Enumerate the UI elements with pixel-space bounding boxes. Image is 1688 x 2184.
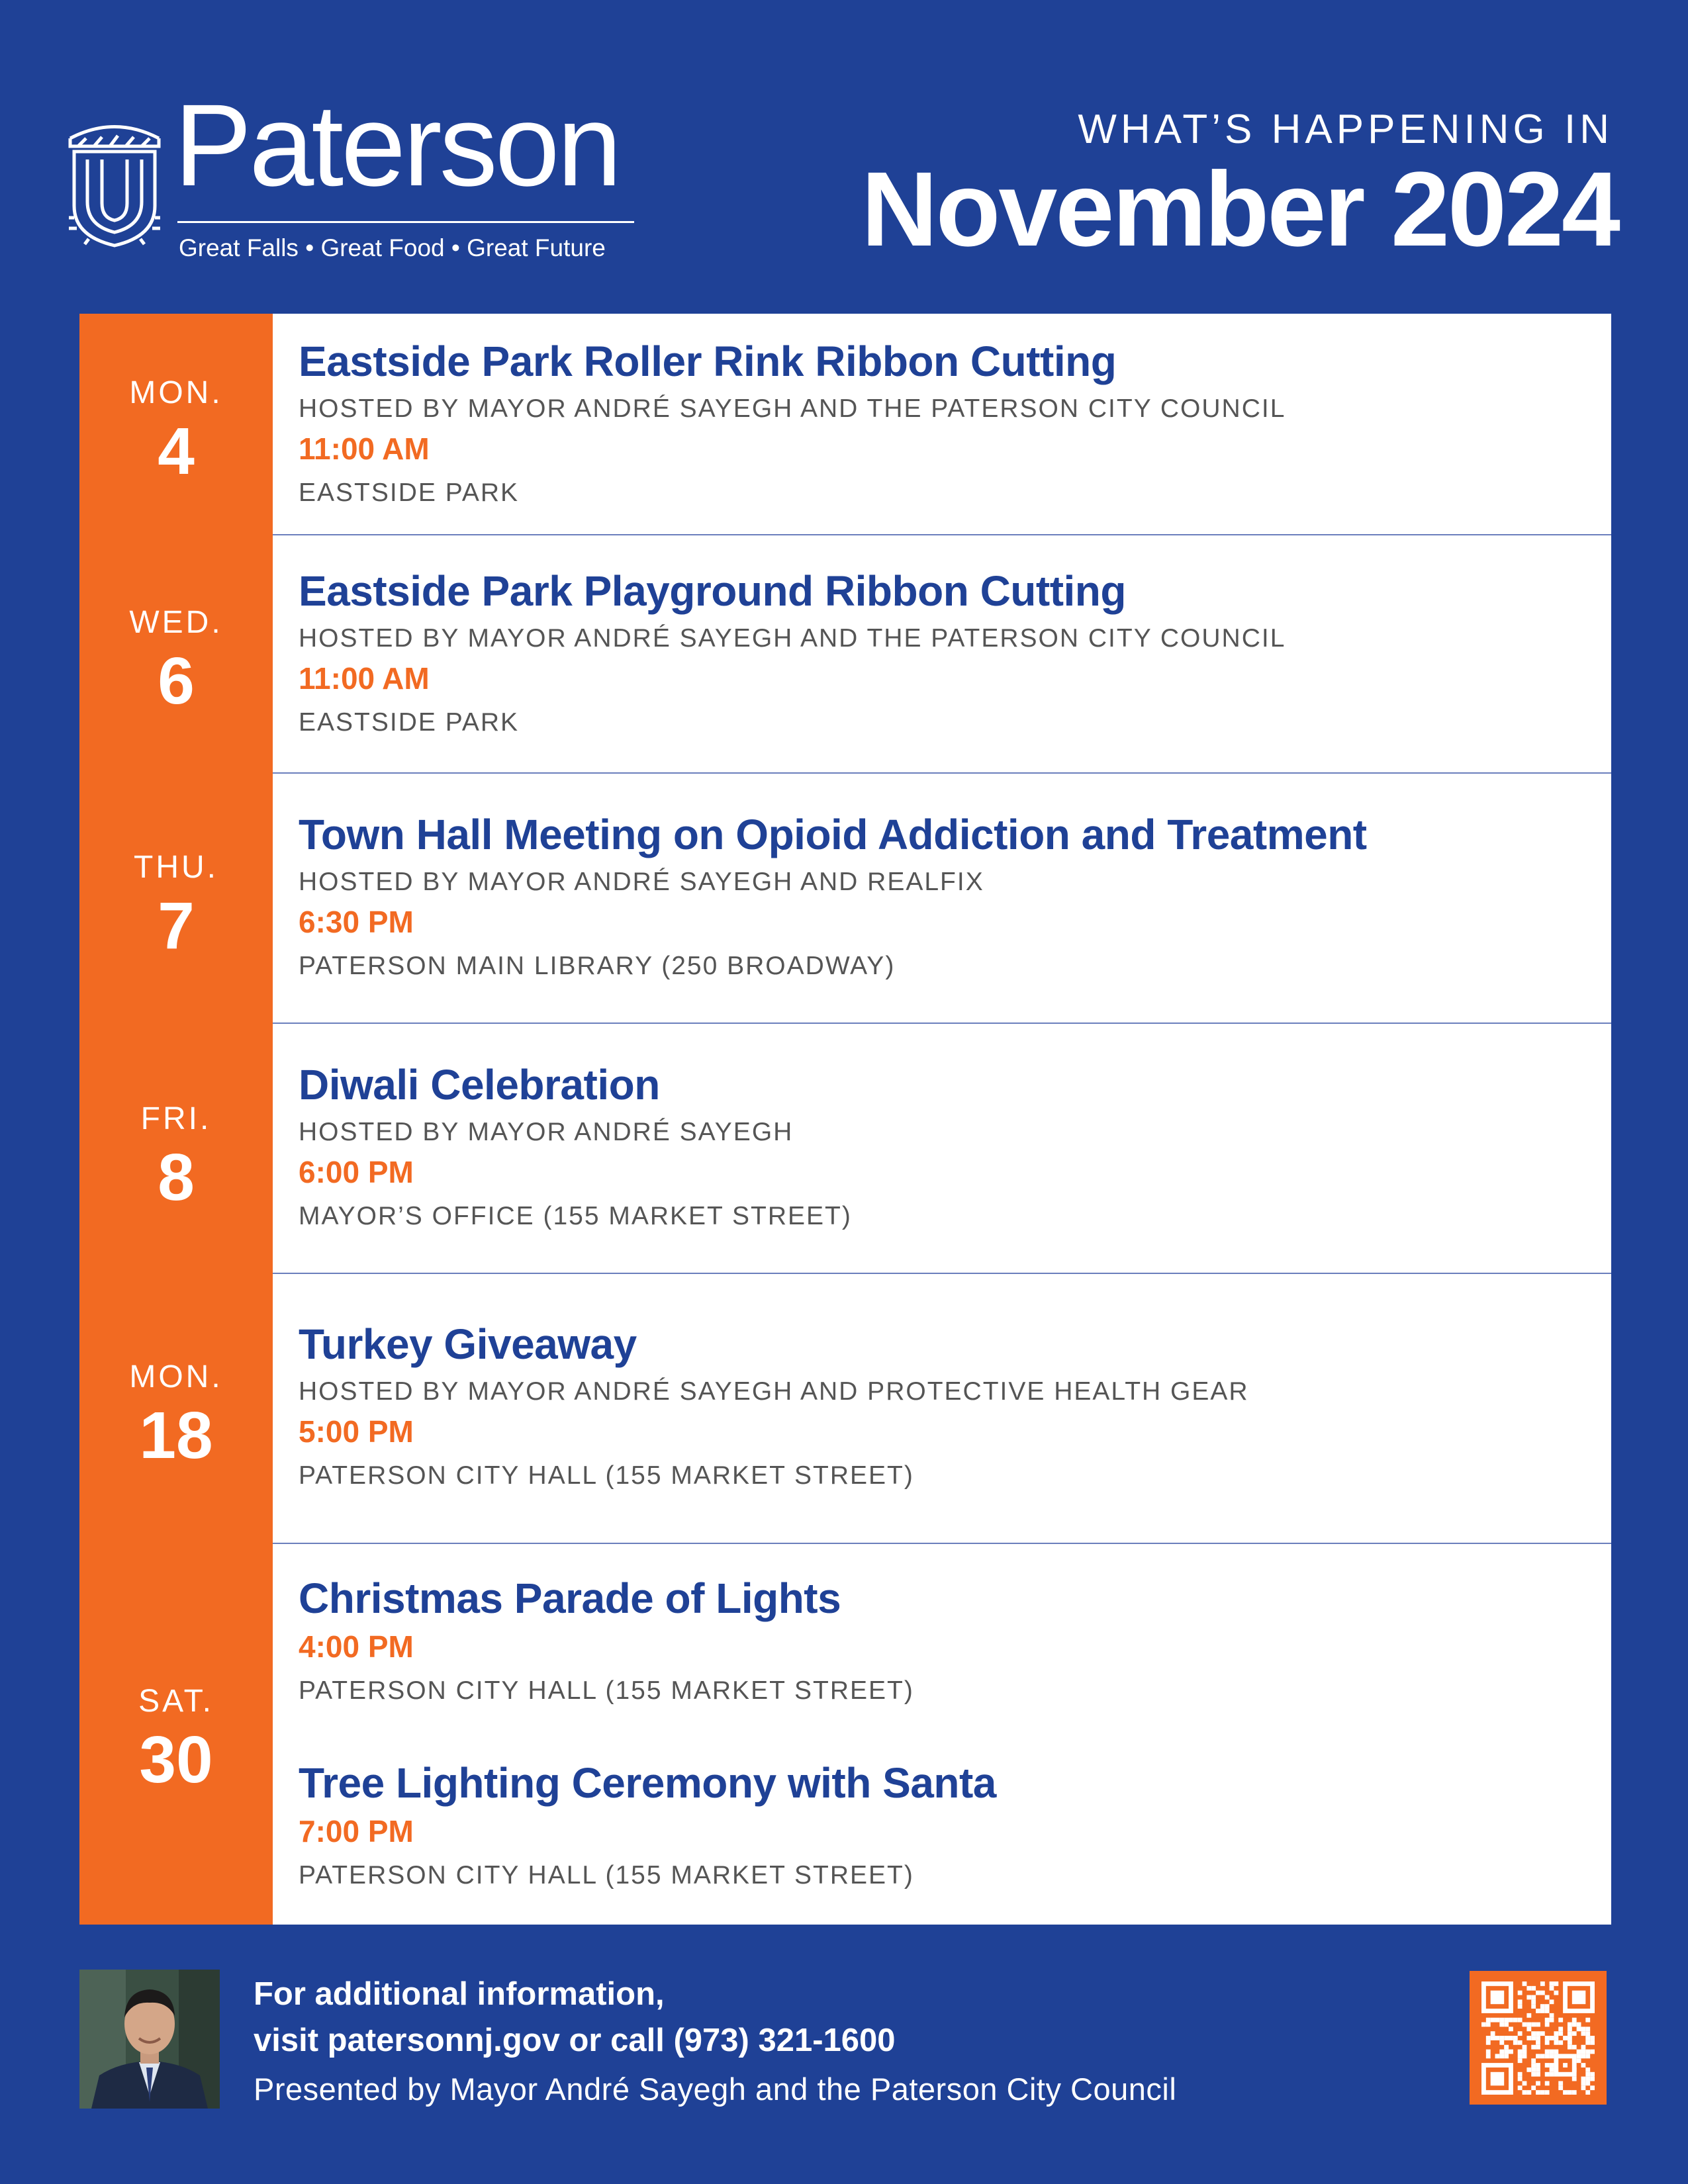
event-time: 6:00 PM <box>299 1155 414 1189</box>
footer-contact: visit patersonnj.gov or call (973) 321-1600 <box>254 2023 896 2058</box>
footer-presented-by: Presented by Mayor André Sayegh and the Paterson City Council <box>254 2071 1177 2107</box>
event-title: Tree Lighting Ceremony with Santa <box>299 1759 996 1807</box>
logo-tagline: Great Falls • Great Food • Great Future <box>179 234 606 261</box>
event-weekday: MON. <box>129 1359 223 1394</box>
event-host: HOSTED BY MAYOR ANDRÉ SAYEGH AND THE PATERSON CITY COUNCIL <box>299 394 1286 423</box>
event-weekday: FRI. <box>140 1101 212 1136</box>
event-time: 7:00 PM <box>299 1814 414 1848</box>
event-day-number: 18 <box>139 1398 213 1473</box>
event-location: PATERSON CITY HALL (155 MARKET STREET) <box>299 1676 914 1705</box>
event-row <box>79 1544 1611 1925</box>
event-title: Turkey Giveaway <box>299 1320 637 1368</box>
event-day-number: 4 <box>158 414 195 488</box>
event-location: PATERSON MAIN LIBRARY (250 BROADWAY) <box>299 952 896 980</box>
event-weekday: SAT. <box>138 1684 214 1719</box>
event-day-number: 6 <box>158 644 195 718</box>
footer-info <box>254 1971 1176 2115</box>
event-title: Town Hall Meeting on Opioid Addiction and Treatment <box>299 811 1367 858</box>
event-details <box>299 1320 1598 1490</box>
paterson-emblem-icon <box>65 118 164 251</box>
event-host: HOSTED BY MAYOR ANDRÉ SAYEGH AND PROTECTIVE HEALTH GEAR <box>299 1377 1249 1406</box>
event-date <box>79 375 273 488</box>
event-date <box>79 1101 273 1214</box>
header-kicker: WHAT’S HAPPENING IN <box>1078 107 1613 152</box>
event-title: Eastside Park Roller Rink Ribbon Cutting <box>299 338 1117 385</box>
event-date <box>79 605 273 718</box>
event-row <box>79 1024 1611 1274</box>
event-weekday: THU. <box>134 850 218 885</box>
event-date <box>79 1359 273 1473</box>
page-title: November 2024 <box>861 150 1618 268</box>
event-title: Diwali Celebration <box>299 1061 660 1109</box>
event-location: EASTSIDE PARK <box>299 478 520 507</box>
event-details <box>299 813 1598 979</box>
event-host: HOSTED BY MAYOR ANDRÉ SAYEGH AND THE PATERSON CITY COUNCIL <box>299 624 1286 653</box>
event-details <box>299 1061 1598 1230</box>
footer-info-heading: For additional information, <box>254 1976 665 2012</box>
logo-divider <box>177 221 634 223</box>
event-time: 5:00 PM <box>299 1414 414 1449</box>
qr-code-icon <box>1481 1981 1595 2095</box>
event-host: HOSTED BY MAYOR ANDRÉ SAYEGH <box>299 1118 794 1146</box>
event-location: PATERSON CITY HALL (155 MARKET STREET) <box>299 1461 914 1490</box>
event-row <box>79 314 1611 535</box>
event-location: EASTSIDE PARK <box>299 708 520 737</box>
event-title: Eastside Park Playground Ribbon Cutting <box>299 567 1126 615</box>
event-time: 4:00 PM <box>299 1629 414 1664</box>
mayor-portrait-icon <box>79 1970 220 2109</box>
qr-code[interactable] <box>1470 1971 1607 2105</box>
event-time: 6:30 PM <box>299 905 414 939</box>
event-host: HOSTED BY MAYOR ANDRÉ SAYEGH AND REALFIX <box>299 868 984 896</box>
event-title: Christmas Parade of Lights <box>299 1574 841 1622</box>
event-details <box>299 567 1598 737</box>
event-day-number: 7 <box>158 889 195 963</box>
event-date <box>79 850 273 963</box>
event-row <box>79 774 1611 1024</box>
event-weekday: MON. <box>129 375 223 410</box>
event-details <box>299 1574 1598 1889</box>
event-location: PATERSON CITY HALL (155 MARKET STREET) <box>299 1861 914 1889</box>
event-details <box>299 340 1598 506</box>
mayor-photo <box>79 1970 220 2109</box>
event-time: 11:00 AM <box>299 432 430 466</box>
event-day-number: 8 <box>158 1140 195 1214</box>
logo-wordmark: Paterson <box>174 81 620 210</box>
event-row <box>79 535 1611 774</box>
paterson-logo <box>65 81 647 265</box>
event-time: 11:00 AM <box>299 661 430 696</box>
event-row <box>79 1274 1611 1544</box>
event-date <box>79 1684 273 1797</box>
events-table <box>79 314 1611 1925</box>
event-weekday: WED. <box>129 605 223 640</box>
event-location: MAYOR’S OFFICE (155 MARKET STREET) <box>299 1202 852 1230</box>
event-day-number: 30 <box>139 1723 213 1797</box>
